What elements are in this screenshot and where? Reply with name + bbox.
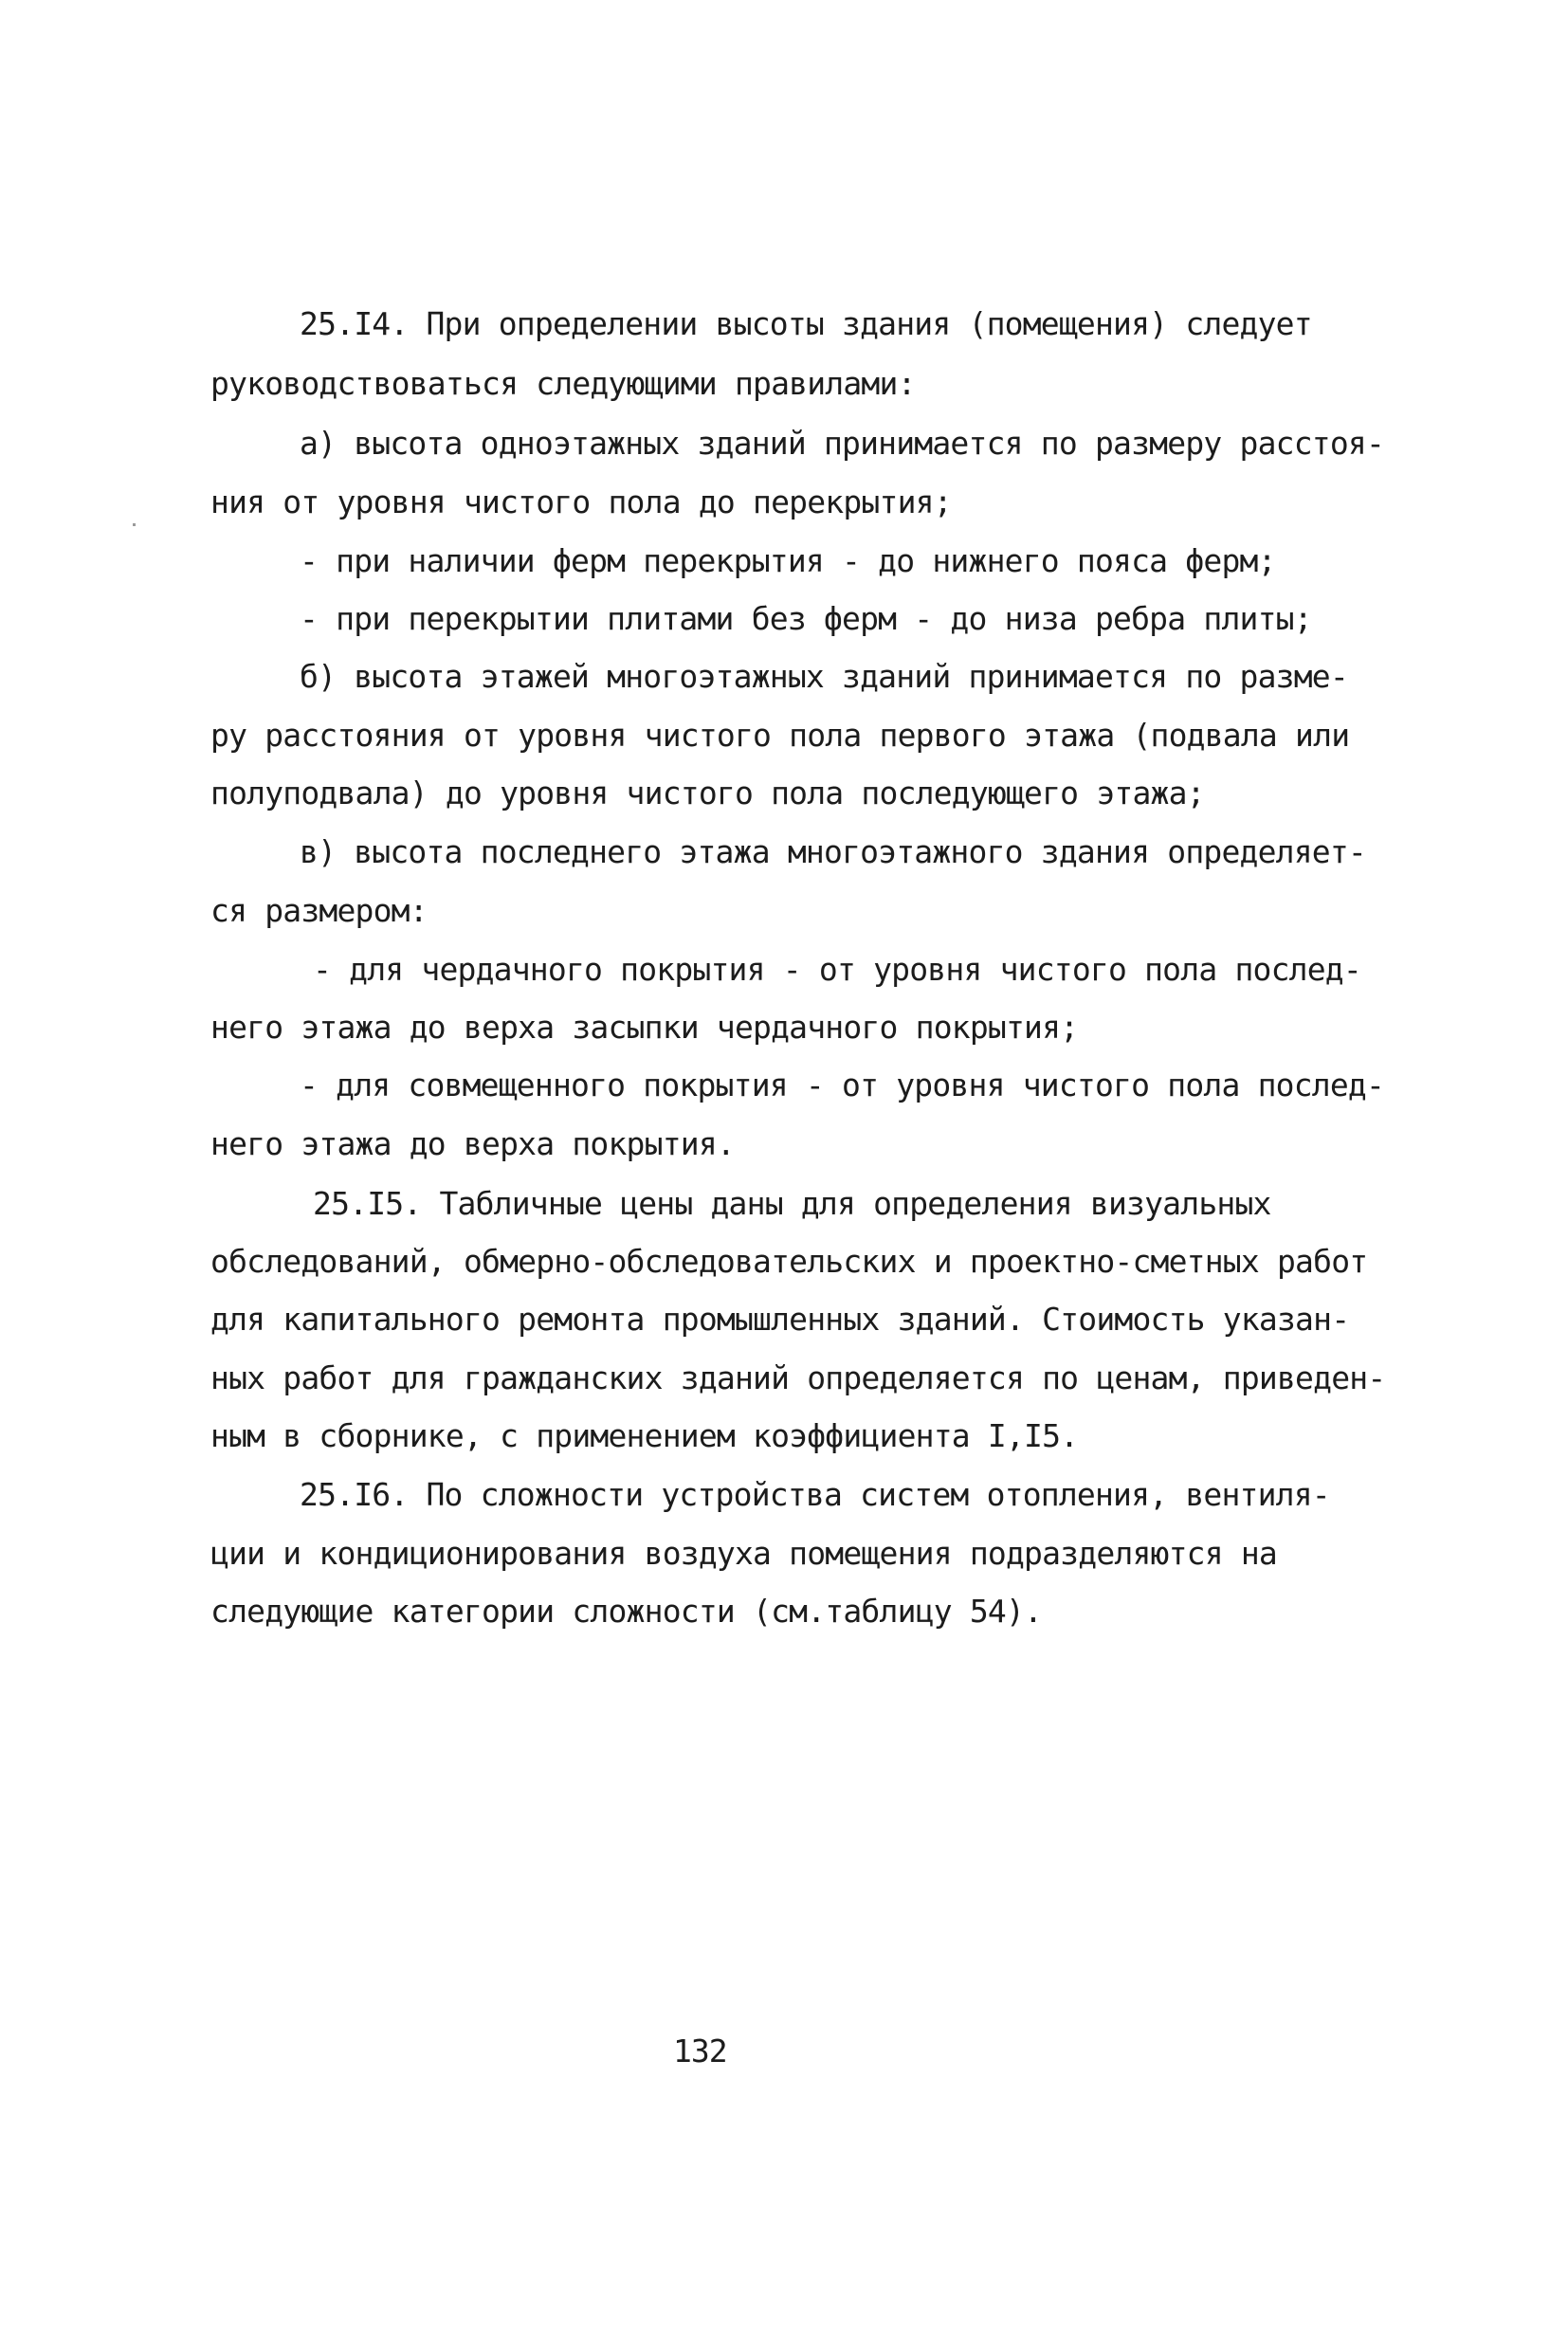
text-line: - для чердачного покрытия - от уровня чистого пола послед- bbox=[313, 951, 1361, 988]
text-line: него этажа до верха засыпки чердачного покрытия; bbox=[210, 1009, 1079, 1046]
text-line: обследований, обмерно-обследовательских и проектно-сметных работ bbox=[210, 1243, 1368, 1280]
text-line: полуподвала) до уровня чистого пола последующего этажа; bbox=[210, 775, 1205, 811]
scan-speck bbox=[133, 523, 136, 526]
text-line: - при наличии ферм перекрытия - до нижнего пояса ферм; bbox=[300, 542, 1276, 579]
text-line: - при перекрытии плитами без ферм - до низа ребра плиты; bbox=[300, 600, 1312, 637]
text-line: следующие категории сложности (см.таблицу 54). bbox=[210, 1593, 1043, 1630]
text-line: ния от уровня чистого пола до перекрытия; bbox=[210, 483, 952, 520]
text-line: для капитального ремонта промышленных зданий. Стоимость указан- bbox=[210, 1301, 1350, 1338]
text-line: него этажа до верха покрытия. bbox=[210, 1125, 735, 1162]
text-line: в) высота последнего этажа многоэтажного здания определяет- bbox=[300, 833, 1366, 870]
text-line: руководствоваться следующими правилами: bbox=[210, 365, 916, 402]
text-line: а) высота одноэтажных зданий принимается по размеру расстоя- bbox=[300, 425, 1385, 462]
text-line: - для совмещенного покрытия - от уровня чистого пола послед- bbox=[300, 1067, 1385, 1103]
text-line: ции и кондиционирования воздуха помещения подразделяются на bbox=[210, 1535, 1277, 1572]
text-line: ных работ для гражданских зданий определяется по ценам, приведен- bbox=[210, 1359, 1386, 1396]
page-number: 132 bbox=[673, 2033, 727, 2069]
text-line: б) высота этажей многоэтажных зданий принимается по разме- bbox=[300, 658, 1348, 695]
text-line: ру расстояния от уровня чистого пола первого этажа (подвала или bbox=[210, 717, 1350, 754]
text-line: ся размером: bbox=[210, 892, 428, 929]
text-line: 25.I4. При определении высоты здания (помещения) следует bbox=[300, 305, 1312, 342]
text-line: ным в сборнике, с применением коэффициента I,I5. bbox=[210, 1417, 1079, 1454]
text-line: 25.I5. Табличные цены даны для определения визуальных bbox=[313, 1185, 1271, 1222]
text-line: 25.I6. По сложности устройства систем отопления, вентиля- bbox=[300, 1476, 1330, 1513]
